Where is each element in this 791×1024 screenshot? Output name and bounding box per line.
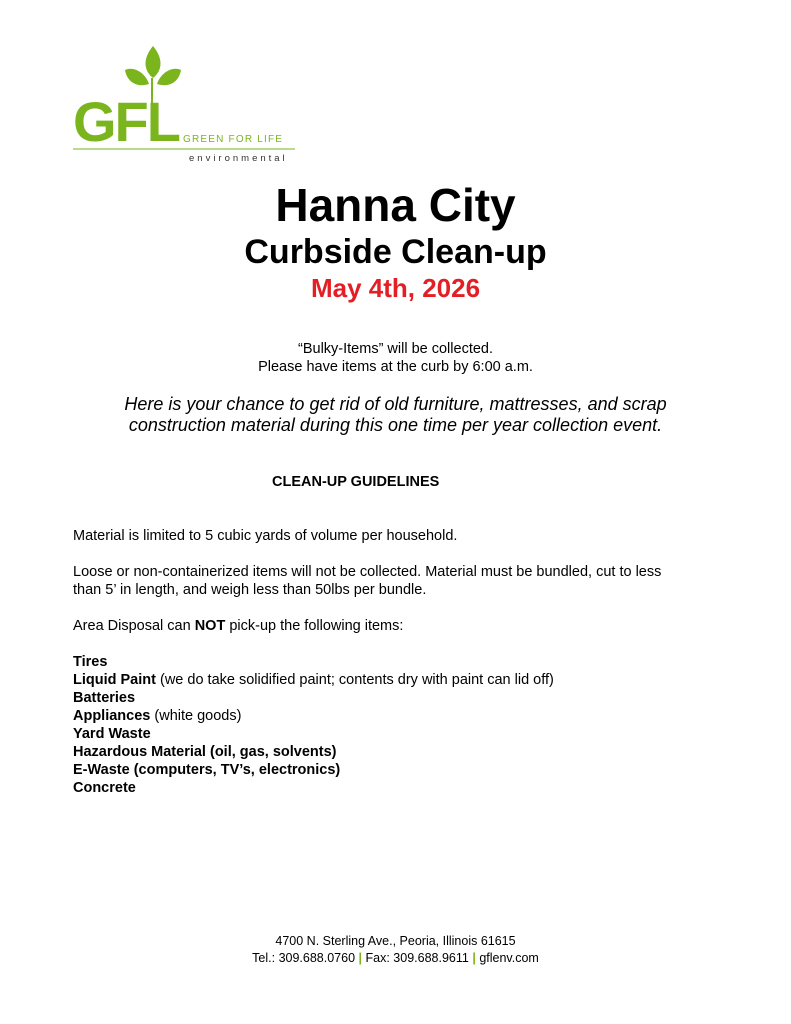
- item-name: E-Waste (computers, TV’s, electronics): [73, 762, 341, 778]
- volume-limit-text: Material is limited to 5 cubic yards of volume per household.: [73, 528, 458, 544]
- list-item: [73, 671, 733, 689]
- list-item: [73, 653, 733, 671]
- footer-tel: Tel.: 309.688.0760: [252, 951, 356, 965]
- exclusion-notice: [73, 617, 733, 635]
- footer-fax: Fax: 309.688.9611: [365, 951, 469, 965]
- sprout-icon: [73, 44, 298, 164]
- list-item: [73, 761, 733, 779]
- item-name: Hazardous Material (oil, gas, solvents): [73, 744, 337, 760]
- bundling-line-1: Loose or non-containerized items will not be collected. Material must be bundled, cut to less: [73, 564, 662, 580]
- item-name: Batteries: [73, 690, 136, 706]
- footer-website-link[interactable]: gflenv.com: [479, 951, 539, 965]
- item-name: Concrete: [73, 780, 136, 796]
- gfl-logo: [73, 44, 298, 164]
- item-name: Liquid Paint: [73, 672, 156, 688]
- excluded-items-list: [73, 653, 733, 797]
- item-name: Appliances: [73, 708, 151, 724]
- intro-line-1: “Bulky-Items” will be collected.: [298, 341, 493, 357]
- list-item: [73, 689, 733, 707]
- footer-contact: [0, 950, 791, 967]
- list-item: [73, 743, 733, 761]
- item-name: Tires: [73, 654, 108, 670]
- logo-subline: environmental: [189, 153, 288, 164]
- list-item: [73, 725, 733, 743]
- list-item: [73, 779, 733, 797]
- notice-not: NOT: [194, 618, 226, 634]
- event-title: Curbside Clean-up: [244, 233, 547, 271]
- bundling-text: [73, 563, 733, 599]
- intro-text: [0, 340, 791, 376]
- pitch-line-1: Here is your chance to get rid of old furniture, mattresses, and scrap: [124, 394, 667, 414]
- guidelines-heading: CLEAN-UP GUIDELINES: [272, 474, 440, 490]
- footer-separator: |: [472, 951, 476, 965]
- footer-separator: |: [358, 951, 363, 965]
- item-name: Yard Waste: [73, 726, 151, 742]
- notice-post: pick-up the following items:: [225, 618, 404, 634]
- list-item: [73, 707, 733, 725]
- bundling-line-2: than 5’ in length, and weigh less than 50lbs per bundle.: [73, 582, 427, 598]
- logo-tagline: GREEN FOR LIFE: [183, 134, 284, 145]
- notice-pre: Area Disposal can: [73, 618, 195, 634]
- item-note: (we do take solidified paint; contents dry with paint can lid off): [155, 672, 554, 688]
- intro-line-2: Please have items at the curb by 6:00 a.m.: [258, 359, 533, 375]
- event-date: May 4th, 2026: [310, 273, 481, 303]
- item-note: (white goods): [150, 708, 242, 724]
- logo-letters: GFL: [73, 90, 179, 153]
- pitch-text: [0, 394, 791, 436]
- footer-address: 4700 N. Sterling Ave., Peoria, Illinois 61615: [275, 934, 516, 948]
- pitch-line-2: construction material during this one time per year collection event.: [128, 415, 663, 435]
- city-title: Hanna City: [275, 179, 516, 231]
- footer: [0, 933, 791, 967]
